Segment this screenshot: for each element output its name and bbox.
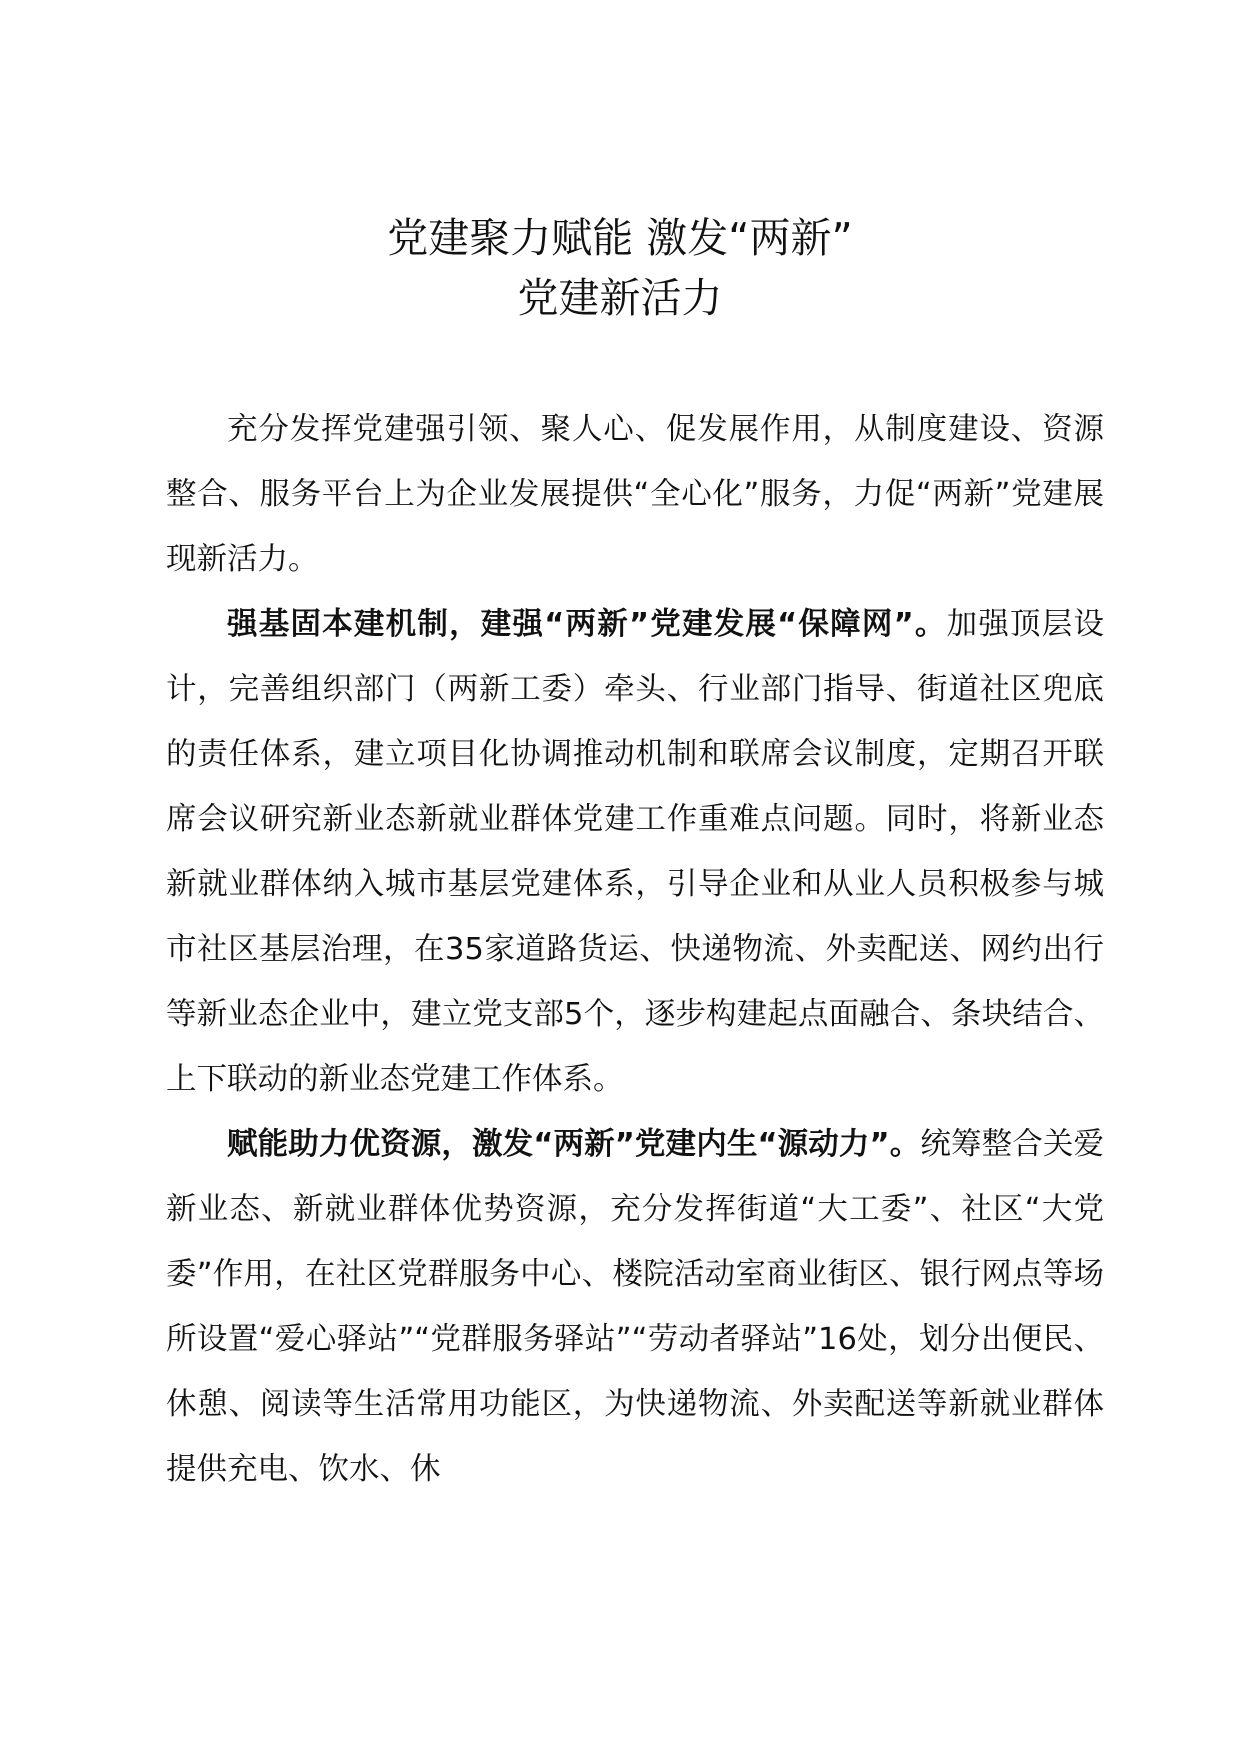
paragraph-text: 加强顶层设计，完善组织部门（两新工委）牵头、行业部门指导、街道社区兜底的责任体系，建立项目化协调推动机制和联席会议制度，定期召开联席会议研究新业态新就业群体党建工作重难点问题。同时，将新业态新就业群体纳入城市基层党建体系，引导企业和从业人员积极参与城市社区基层治理，在35家道路货运、快递物流、外卖配送、网约出行等新业态企业中，建立党支部5个，逐步构建起点面融合、条块结合、上下联动的新业态党建工作体系。 [166, 607, 1104, 1097]
title-line-1: 党建聚力赋能 激发“两新” [387, 214, 853, 262]
title-line-2: 党建新活力 [517, 274, 723, 322]
paragraph-intro [166, 397, 1104, 592]
paragraph-resources [166, 1112, 1104, 1502]
paragraph-mechanism [166, 592, 1104, 1112]
paragraph-text: 充分发挥党建强引领、聚人心、促发展作用，从制度建设、资源整合、服务平台上为企业发展提供“全心化”服务，力促“两新”党建展现新活力。 [166, 412, 1104, 577]
paragraph-lead: 强基固本建机制，建强“两新”党建发展“保障网”。 [227, 607, 947, 642]
paragraph-lead: 赋能助力优资源，激发“两新”党建内生“源动力”。 [227, 1127, 921, 1162]
document-title [0, 208, 1240, 328]
paragraph-text: 统筹整合关爱新业态、新就业群体优势资源，充分发挥街道“大工委”、社区“大党委”作用，在社区党群服务中心、楼院活动室商业街区、银行网点等场所设置“爱心驿站”“党群服务驿站”“劳动者驿站”16处，划分出便民、休憩、阅读等生活常用功能区，为快递物流、外卖配送等新就业群体提供充电、饮水、休 [166, 1127, 1105, 1487]
document-body [166, 397, 1104, 1502]
